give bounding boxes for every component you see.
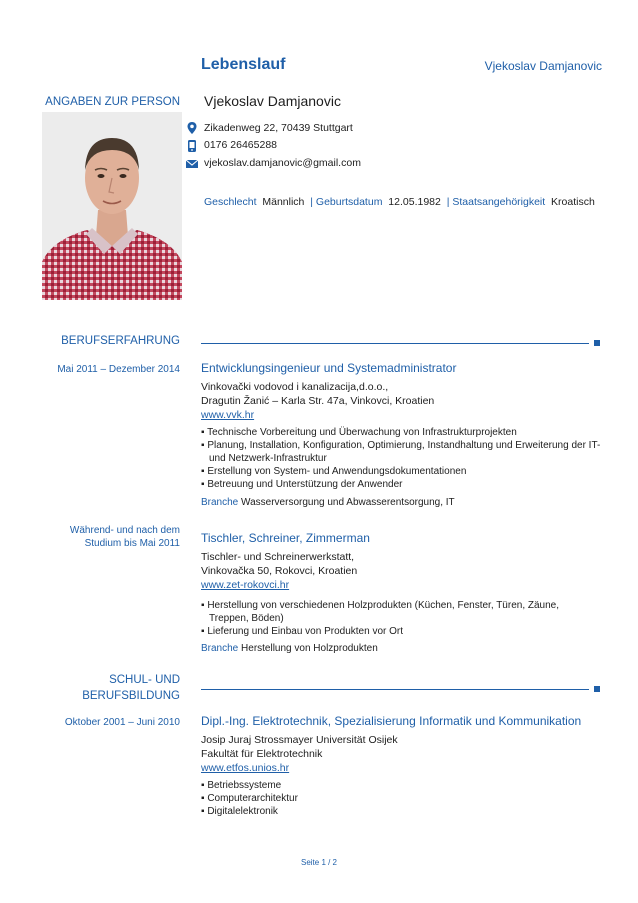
job-title: Tischler, Schreiner, Zimmerman xyxy=(201,531,370,545)
list-item: ▪ Technische Vorbereitung und Überwachung von Infrastrukturprojekten xyxy=(201,427,517,438)
list-item: ▪ Herstellung von verschiedenen Holzprodukten (Küchen, Fenster, Türen, Zäune, Treppen, Böden) xyxy=(201,600,560,624)
org-line: Tischler- und Schreinerwerkstatt, xyxy=(201,551,355,563)
header-name: Vjekoslav Damjanovic xyxy=(484,59,602,73)
org-line: Vinkovačka 50, Rokovci, Kroatien xyxy=(201,565,358,577)
job-date-line: Studium bis Mai 2011 xyxy=(84,538,180,549)
section-label-line: BERUFSBILDUNG xyxy=(82,690,180,702)
list-item: ▪ Betriebssysteme xyxy=(201,780,282,791)
section-label-education xyxy=(82,672,180,704)
org-url-link[interactable]: www.vvk.hr xyxy=(201,409,255,421)
job-date: Mai 2011 – Dezember 2014 xyxy=(57,364,180,375)
section-label-line: SCHUL- UND xyxy=(109,674,180,686)
job-organization xyxy=(201,380,434,422)
avatar xyxy=(42,112,182,300)
list-item: ▪ Erstellung von System- und Anwendungsdokumentationen xyxy=(201,466,467,477)
phone: 0176 26465288 xyxy=(204,139,277,151)
section-divider xyxy=(201,343,589,344)
list-item: ▪ Planung, Installation, Konfiguration, Optimierung, Instandhaltung und Erweiterung der IT- und Netzwerk-Infrastruktur xyxy=(201,440,601,464)
birth-value: 12.05.1982 xyxy=(388,196,441,208)
job-title: Entwicklungsingenieur und Systemadministrator xyxy=(201,361,457,375)
list-item: ▪ Computerarchitektur xyxy=(201,793,298,804)
org-line: Dragutin Žanić – Karla Str. 47a, Vinkovci, Kroatien xyxy=(201,395,435,407)
person-name: Vjekoslav Damjanovic xyxy=(204,93,341,109)
gender-value: Männlich xyxy=(262,196,305,208)
section-divider xyxy=(201,689,589,690)
org-url-link[interactable]: www.etfos.unios.hr xyxy=(201,762,290,774)
personal-details-line xyxy=(204,196,595,208)
education-institution xyxy=(201,733,398,775)
section-label-personal: ANGABEN ZUR PERSON xyxy=(45,96,180,108)
education-title: Dipl.-Ing. Elektrotechnik, Spezialisierung Informatik und Kommunikation xyxy=(201,714,582,728)
section-label-experience: BERUFSERFAHRUNG xyxy=(61,335,180,347)
location-pin-icon xyxy=(185,121,199,135)
job-branch xyxy=(201,643,378,654)
page-number: Seite 1 / 2 xyxy=(300,858,338,867)
section-marker xyxy=(594,686,600,692)
branch-label: Branche xyxy=(201,497,239,508)
branch-value: Wasserversorgung und Abwasserentsorgung, IT xyxy=(241,497,455,508)
envelope-icon xyxy=(185,157,199,171)
list-item: ▪ Digitalelektronik xyxy=(201,806,278,817)
org-line: Josip Juraj Strossmayer Universität Osijek xyxy=(201,734,398,746)
org-url-link[interactable]: www.zet-rokovci.hr xyxy=(201,579,290,591)
job-date-line: Während- und nach dem xyxy=(69,525,180,536)
org-line: Vinkovački vodovod i kanalizacija,d.o.o., xyxy=(201,381,389,393)
email-link[interactable]: vjekoslav.damjanovic@gmail.com xyxy=(204,157,361,169)
education-topics-list xyxy=(201,779,601,818)
birth-label: Geburtsdatum xyxy=(315,196,383,208)
separator: | xyxy=(310,196,313,208)
page-title: Lebenslauf xyxy=(201,56,286,73)
org-line: Fakultät für Elektrotechnik xyxy=(201,748,323,760)
list-item: ▪ Lieferung und Einbau von Produkten vor Ort xyxy=(201,626,404,637)
gender-label: Geschlecht xyxy=(204,196,257,208)
nationality-label: Staatsangehörigkeit xyxy=(452,196,546,208)
profile-photo xyxy=(42,112,182,300)
job-organization xyxy=(201,550,357,592)
job-date xyxy=(70,524,180,550)
section-marker xyxy=(594,340,600,346)
job-tasks-list xyxy=(201,599,601,638)
job-branch xyxy=(201,497,455,508)
phone-icon xyxy=(185,139,199,153)
branch-label: Branche xyxy=(201,643,239,654)
education-date: Oktober 2001 – Juni 2010 xyxy=(64,717,180,728)
list-item: ▪ Betreuung und Unterstützung der Anwender xyxy=(201,479,403,490)
job-tasks-list xyxy=(201,426,601,491)
branch-value: Herstellung von Holzprodukten xyxy=(241,643,378,654)
address: Zikadenweg 22, 70439 Stuttgart xyxy=(204,122,353,134)
nationality-value: Kroatisch xyxy=(551,196,595,208)
separator: | xyxy=(446,196,450,208)
